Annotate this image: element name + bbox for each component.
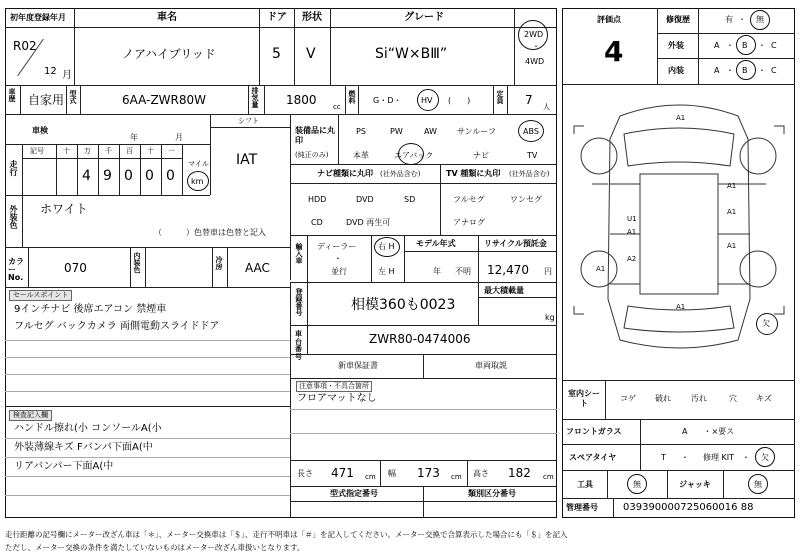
- eq-tv: TV: [527, 151, 538, 160]
- kg-unit: kg: [545, 313, 555, 322]
- tools-label: 工具: [577, 480, 593, 489]
- width-unit: cm: [451, 473, 462, 481]
- ac-label: 冷房: [215, 256, 223, 270]
- eq-pw: PW: [390, 127, 403, 136]
- color-no-value: 070: [64, 261, 87, 275]
- navi-hdd: HDD: [308, 195, 327, 204]
- car-name-label: 車名: [157, 12, 177, 23]
- cc-unit: cc: [333, 103, 341, 111]
- sheet-kizu: キズ: [756, 394, 772, 403]
- door-label: ドア: [267, 12, 287, 23]
- ext-grade-dot2: ・: [758, 41, 766, 50]
- tv-label: TV 種類に丸印: [446, 169, 501, 178]
- spare-label: スペアタイヤ: [569, 453, 617, 462]
- chassis-value: ZWR80-0474006: [369, 332, 471, 346]
- selling-line-2: フルセグ バックカメラ 両側電動スライドドア: [14, 321, 220, 332]
- repair-dot: ・: [738, 15, 746, 24]
- shaken-month-unit: 月: [175, 133, 183, 142]
- car-roof: [640, 174, 718, 294]
- shaken-year-unit: 年: [130, 133, 138, 142]
- type-designation-label: 型式指定番号: [330, 489, 378, 498]
- category-label: 類別区分番号: [468, 489, 516, 498]
- mgmt-label: 管理番号: [566, 503, 598, 512]
- color-no-label: カラーNo.: [8, 257, 24, 282]
- score-label: 評価点: [597, 15, 621, 24]
- repair-label: 修復歴: [666, 15, 690, 24]
- ext-grade-b: B: [742, 41, 748, 50]
- car-diagram: [562, 84, 795, 380]
- interior-grade-label: 内装: [668, 66, 684, 75]
- sheet-yabure: 破れ: [655, 394, 671, 403]
- car-outline: [608, 105, 750, 348]
- eq-airbag: エアバック: [394, 151, 434, 160]
- capacity-unit: 人: [543, 103, 550, 111]
- drive-dot: ・: [532, 42, 540, 51]
- length-value: 471: [331, 466, 354, 480]
- first-reg-year: R02: [13, 39, 37, 53]
- car-windshield: [624, 128, 734, 166]
- score-value: 4: [604, 35, 624, 68]
- reg-type-label: 車歴: [8, 88, 16, 102]
- spare-dot1: ・: [681, 453, 689, 462]
- spare-dot2: ・: [742, 453, 750, 462]
- tv-sub: (社外品含む): [509, 170, 550, 178]
- windshield-options: A ・×要ス: [682, 427, 735, 436]
- windshield-label: フロントガラス: [566, 427, 622, 436]
- grade-label: グレード: [404, 12, 444, 23]
- inspection-line-3: リアバンパー下面A(中: [14, 461, 114, 472]
- wheel-fr: [740, 138, 776, 174]
- diagram-mark-8: A1: [676, 303, 686, 311]
- import-right-h: 右 H: [378, 242, 395, 251]
- km-label: km: [191, 177, 204, 186]
- month-unit: 月: [62, 70, 72, 81]
- navi-dvd-play: DVD 再生可: [346, 218, 391, 227]
- int-grade-a: A: [714, 66, 720, 75]
- sheet-yogore: 汚れ: [691, 394, 707, 403]
- diagram-mark-1: A1: [727, 182, 737, 190]
- exterior-label: 外装色: [9, 205, 18, 229]
- interior-sheet-label: 室内シート: [568, 389, 600, 409]
- recycle-value: 12,470: [487, 263, 529, 277]
- car-name: ノアハイブリッド: [122, 47, 216, 61]
- digit-h5: 一: [168, 147, 175, 155]
- wheel-fl: [581, 138, 617, 174]
- tools-value: 無: [633, 480, 641, 489]
- tv-full: フルセグ: [453, 195, 485, 204]
- ext-grade-dot1: ・: [726, 41, 734, 50]
- width-label: 幅: [388, 469, 396, 478]
- digit-h2: 千: [105, 147, 112, 155]
- int-grade-dot2: ・: [758, 66, 766, 75]
- shaken-label: 車検: [32, 126, 48, 135]
- ext-grade-a: A: [714, 41, 720, 50]
- digit-1: 4: [82, 168, 91, 184]
- recycle-label: リサイクル預託金: [484, 239, 547, 248]
- eq-aw: AW: [424, 127, 437, 136]
- digit-h0: 十: [63, 147, 70, 155]
- digit-h1: 万: [84, 147, 91, 155]
- plate-value: 相模360も0023: [351, 297, 456, 313]
- drive-4wd: 4WD: [525, 57, 545, 66]
- height-value: 182: [508, 466, 531, 480]
- diagram-mark-6: A2: [627, 255, 637, 263]
- spare-kit: 修理 KIT: [703, 453, 735, 462]
- model-value: 6AA-ZWR80W: [122, 93, 207, 107]
- mileage-label: 走行: [9, 160, 18, 176]
- equipment-label: 装備品に丸印: [295, 126, 335, 146]
- shift-label: シフト: [238, 117, 259, 125]
- diagram-mark-4: A1: [627, 228, 637, 236]
- model-label: 型式: [69, 90, 77, 104]
- navi-cd: CD: [311, 218, 323, 227]
- ac-value: AAC: [245, 261, 270, 275]
- fuel-value: G・D・: [373, 96, 402, 105]
- eq-sunroof: サンルーフ: [457, 127, 496, 136]
- import-label: 輸入車: [295, 243, 303, 264]
- eq-ps: PS: [356, 127, 366, 136]
- digit-h4: 十: [147, 147, 154, 155]
- ext-grade-c: C: [771, 41, 777, 50]
- digit-4: 0: [145, 168, 154, 184]
- digit-3: 0: [124, 168, 133, 184]
- repair-yes: 有: [725, 15, 733, 24]
- diagram-mark-2: A1: [727, 208, 737, 216]
- int-grade-b: B: [742, 66, 748, 75]
- sheet-ana: 穴: [729, 394, 737, 403]
- mark-label: 記号: [30, 147, 44, 155]
- length-label: 長さ: [297, 469, 313, 478]
- repaint-note: （ ）色替車は色替と記入: [154, 228, 266, 237]
- eq-abs: ABS: [523, 127, 539, 136]
- spare-missing: 欠: [761, 453, 769, 462]
- shape-value: V: [306, 46, 316, 62]
- reg-type-value: 自家用: [28, 93, 65, 107]
- shape-label: 形状: [302, 12, 322, 23]
- mile-label: マイル: [188, 160, 209, 168]
- footer-line-1: 走行距離の記号欄にメーター改ざん車は「＊」、メーター交換車は「＄」、走行不明車は「＃」を記入してください。メーター交換で合算表示した場合にも「＄」を記入: [5, 530, 568, 539]
- fuel-label: 燃料: [348, 90, 356, 104]
- spare-t: T: [661, 453, 666, 462]
- notes-label: 注意事項・不具合箇所: [296, 381, 372, 392]
- drive-2wd: 2WD: [524, 30, 544, 39]
- navi-sd: SD: [404, 195, 416, 204]
- eq-leather: 本革: [353, 151, 369, 160]
- mgmt-value: 039390000725060016 88: [623, 502, 754, 513]
- height-label: 高さ: [473, 469, 489, 478]
- inspection-notes-label: 検査記入欄: [9, 410, 52, 421]
- import-parallel: 並行: [331, 267, 347, 276]
- selling-line-1: 9インチナビ 後席エアコン 禁煙車: [14, 304, 167, 315]
- plate-label: 登録番号: [295, 288, 303, 316]
- navi-dvd: DVD: [356, 195, 374, 204]
- fuel-hv: HV: [421, 96, 433, 105]
- inspection-line-2: 外装薄線キズ Fバンパ下面A(中: [14, 442, 153, 453]
- jack-label: ジャッキ: [679, 480, 711, 489]
- digit-2: 9: [103, 168, 112, 184]
- digit-h3: 百: [126, 147, 133, 155]
- diagram-mark-5: A1: [727, 242, 737, 250]
- footer-line-2: ただし、メーター交換の条件を満たしていないものはメーター改ざん車扱いとなります。: [5, 543, 305, 552]
- import-dot: ・: [334, 254, 342, 263]
- wheel-rr: [740, 251, 776, 287]
- import-left-h: 左 H: [378, 267, 395, 276]
- shift-value: IAT: [236, 152, 258, 168]
- int-grade-dot1: ・: [726, 66, 734, 75]
- tv-analog: アナログ: [453, 218, 485, 227]
- max-load-label: 最大積載量: [484, 286, 524, 295]
- diagram-mark-front: A1: [676, 114, 686, 122]
- notes-text: フロアマットなし: [297, 393, 377, 404]
- displacement-value: 1800: [286, 93, 317, 107]
- capacity-label: 定員: [496, 90, 504, 104]
- digit-5: 0: [166, 168, 175, 184]
- warranty-doc: 新車保証書: [338, 361, 378, 370]
- model-year-label: モデル年式: [416, 239, 456, 248]
- width-value: 173: [417, 466, 440, 480]
- first-reg-label: 初年度登録年月: [10, 13, 66, 22]
- eq-navi: ナビ: [473, 151, 489, 160]
- inspection-line-1: ハンドル擦れ(小 コンソールA(小: [14, 423, 162, 434]
- chassis-label: 車台番号: [295, 330, 302, 362]
- repair-none: 無: [756, 15, 764, 24]
- sheet-koge: コゲ: [620, 394, 636, 403]
- grade-value: Si“W×BⅢ”: [375, 46, 448, 62]
- interior-color-label: 内装色: [133, 252, 141, 273]
- length-unit: cm: [365, 473, 376, 481]
- yen-unit: 円: [544, 267, 552, 276]
- exterior-grade-label: 外装: [668, 41, 684, 50]
- first-reg-month: 12: [44, 66, 57, 77]
- height-unit: cm: [543, 473, 554, 481]
- diagram-missing: 欠: [762, 319, 770, 328]
- navi-label: ナビ種類に丸印: [317, 169, 373, 178]
- displacement-label: 排気量: [251, 87, 259, 108]
- model-year-unit: 年: [433, 267, 441, 276]
- diagram-mark-3: U1: [627, 215, 637, 223]
- model-year-value: 不明: [455, 267, 471, 276]
- selling-points-label: セールスポイント: [9, 290, 72, 301]
- equipment-sub: (純正のみ): [295, 151, 329, 159]
- capacity-value: 7: [525, 93, 533, 107]
- int-grade-c: C: [771, 66, 777, 75]
- navi-sub: (社外品含む): [380, 170, 421, 178]
- fuel-paren: ( ): [448, 96, 471, 105]
- exterior-color: ホワイト: [40, 202, 88, 216]
- import-dealer: ディーラー: [317, 242, 357, 251]
- diagram-mark-7: A1: [596, 265, 606, 273]
- door-value: 5: [272, 46, 281, 62]
- tv-one: ワンセグ: [510, 195, 542, 204]
- manual-doc: 車両取説: [475, 361, 507, 370]
- jack-value: 無: [754, 480, 762, 489]
